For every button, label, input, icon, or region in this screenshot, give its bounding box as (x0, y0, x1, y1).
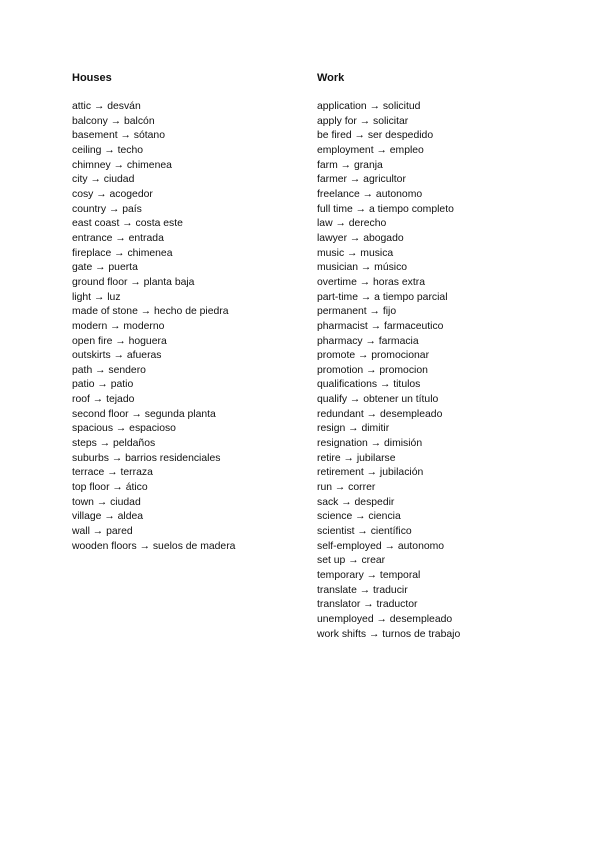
vocabulary-entry: application → solicitud (317, 101, 421, 112)
vocabulary-entry: roof → tejado (72, 394, 135, 406)
vocabulary-entry: work shifts → turnos de trabajo (317, 628, 461, 640)
vocabulary-entry: resignation → dimisión (317, 438, 423, 450)
vocabulary-entry: law → derecho (317, 218, 387, 230)
vocabulary-entry: redundant → desempleado (317, 408, 443, 420)
vocabulary-entry: wall → pared (72, 526, 133, 538)
vocabulary-entry: spacious → espacioso (72, 423, 176, 435)
vocabulary-entry: freelance → autonomo (317, 188, 423, 200)
vocabulary-entry: farm → granja (317, 159, 383, 171)
vocabulary-entry: retirement → jubilación (317, 467, 424, 479)
work-heading: Work (317, 72, 345, 84)
vocabulary-entry: lawyer → abogado (317, 232, 404, 244)
vocabulary-entry: promotion → promocion (317, 364, 428, 376)
vocabulary-entry: promote → promocionar (317, 350, 430, 362)
vocabulary-entry: apply for → solicitar (317, 115, 409, 127)
vocabulary-entry: basement → sótano (72, 130, 165, 142)
vocabulary-entry: translate → traducir (317, 584, 408, 596)
vocabulary-entry: employment → empleo (317, 144, 424, 156)
vocabulary-entry: unemployed → desempleado (317, 613, 453, 625)
vocabulary-entry: attic → desván (72, 101, 141, 112)
vocabulary-entry: chimney → chimenea (72, 159, 172, 171)
vocabulary-entry: overtime → horas extra (317, 276, 425, 288)
vocabulary-entry: ceiling → techo (72, 144, 144, 156)
vocabulary-entry: top floor → ático (72, 482, 148, 494)
vocabulary-entry: permanent → fijo (317, 306, 397, 318)
vocabulary-entry: scientist → científico (317, 526, 412, 538)
work-column (317, 71, 547, 640)
vocabulary-entry: outskirts → afueras (72, 350, 162, 362)
houses-vocabulary-list (72, 100, 302, 554)
vocabulary-entry: country → país (72, 203, 142, 215)
vocabulary-entry: sack → despedir (317, 496, 395, 508)
houses-column (72, 71, 302, 552)
vocabulary-entry: full time → a tiempo completo (317, 203, 454, 215)
vocabulary-entry: qualifications → titulos (317, 379, 421, 391)
vocabulary-entry: cosy → acogedor (72, 188, 153, 200)
vocabulary-entry: gate → puerta (72, 262, 138, 274)
vocabulary-entry: retire → jubilarse (317, 452, 396, 464)
work-vocabulary-list (317, 100, 547, 642)
vocabulary-entry: city → ciudad (72, 174, 135, 186)
vocabulary-entry: made of stone → hecho de piedra (72, 306, 229, 318)
vocabulary-entry: modern → moderno (72, 320, 165, 332)
vocabulary-entry: translator → traductor (317, 599, 418, 611)
vocabulary-entry: path → sendero (72, 364, 146, 376)
vocabulary-entry: entrance → entrada (72, 232, 164, 244)
vocabulary-entry: run → correr (317, 482, 376, 494)
vocabulary-entry: science → ciencia (317, 511, 401, 523)
vocabulary-entry: musician → músico (317, 262, 408, 274)
vocabulary-entry: pharmacy → farmacia (317, 335, 419, 347)
vocabulary-entry: second floor → segunda planta (72, 408, 216, 420)
vocabulary-entry: patio → patio (72, 379, 134, 391)
vocabulary-entry: town → ciudad (72, 496, 141, 508)
vocabulary-entry: suburbs → barrios residenciales (72, 452, 221, 464)
vocabulary-entry: temporary → temporal (317, 570, 421, 581)
vocabulary-entry: fireplace → chimenea (72, 247, 173, 259)
vocabulary-entry: terrace → terraza (72, 467, 153, 479)
houses-heading: Houses (72, 72, 112, 84)
vocabulary-entry: be fired → ser despedido (317, 130, 434, 142)
vocabulary-entry: resign → dimitir (317, 423, 390, 435)
vocabulary-entry: light → luz (72, 291, 121, 303)
vocabulary-entry: self-employed → autonomo (317, 540, 445, 552)
vocabulary-entry: qualify → obtener un título (317, 394, 439, 406)
vocabulary-entry: part-time → a tiempo parcial (317, 291, 448, 303)
vocabulary-entry: open fire → hoguera (72, 335, 167, 347)
vocabulary-entry: east coast → costa este (72, 218, 183, 230)
vocabulary-entry: set up → crear (317, 555, 386, 567)
vocabulary-entry: pharmacist → farmaceutico (317, 320, 444, 332)
vocabulary-entry: balcony → balcón (72, 115, 155, 127)
vocabulary-entry: steps → peldaños (72, 438, 156, 450)
vocabulary-entry: wooden floors → suelos de madera (72, 540, 236, 552)
vocabulary-entry: ground floor → planta baja (72, 276, 195, 288)
vocabulary-entry: farmer → agricultor (317, 174, 406, 186)
vocabulary-entry: village → aldea (72, 511, 144, 523)
vocabulary-entry: music → musica (317, 247, 394, 259)
